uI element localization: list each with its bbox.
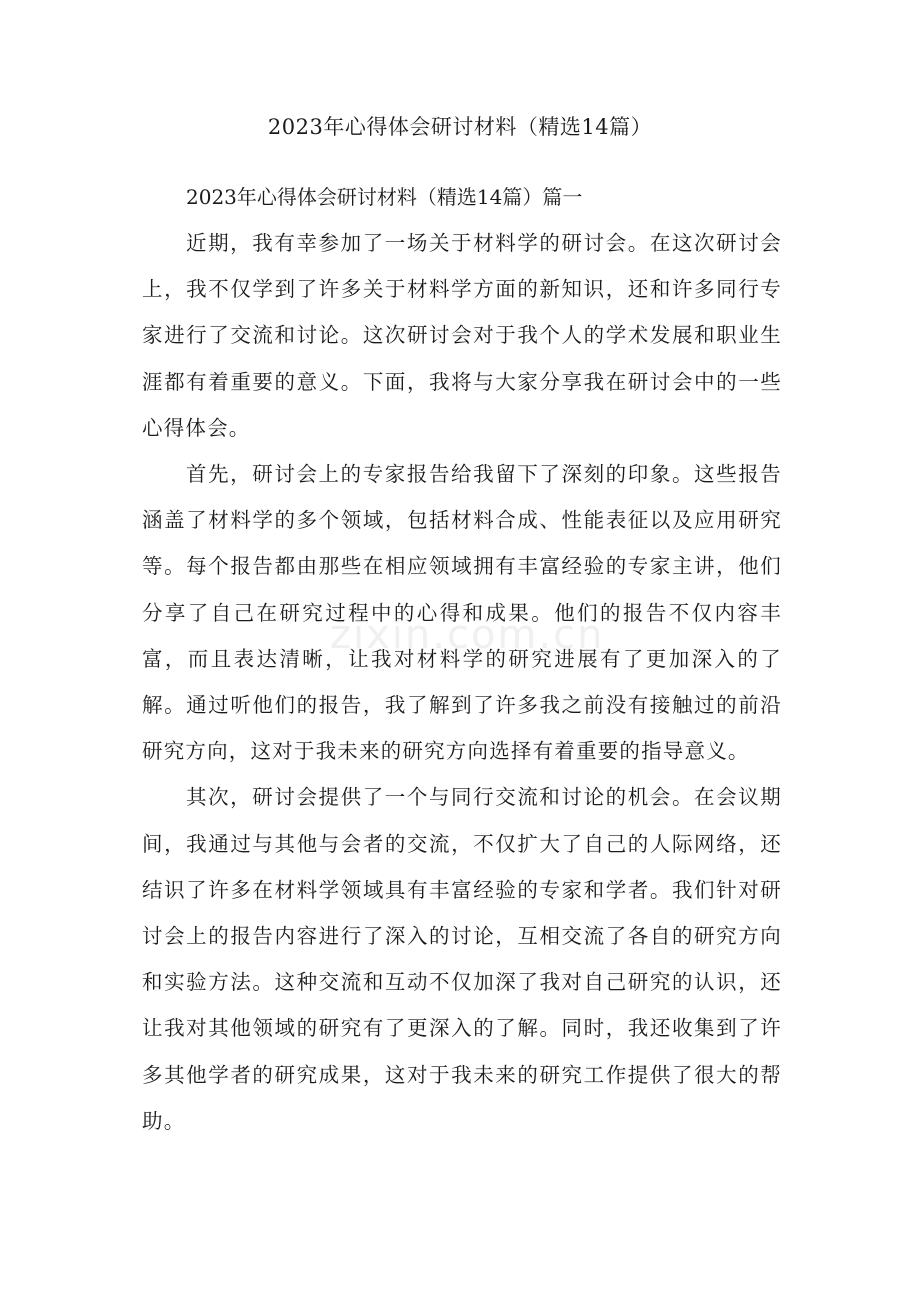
- document-body: [142, 174, 782, 1144]
- paragraph-intro: 近期，我有幸参加了一场关于材料学的研讨会。在这次研讨会上，我不仅学到了许多关于材料学方面的新知识，还和许多同行专家进行了交流和讨论。这次研讨会对于我个人的学术发展和职业生涯都有着重要的意义。下面，我将与大家分享我在研讨会中的一些心得体会。: [142, 231, 782, 440]
- watermark: zixin.com.cn: [330, 612, 605, 658]
- section-heading: 2023年心得体会研讨材料（精选14篇）篇一: [186, 185, 583, 209]
- paragraph-second-point: 其次，研讨会提供了一个与同行交流和讨论的机会。在会议期间，我通过与其他与会者的交流，不仅扩大了自己的人际网络，还结识了许多在材料学领域具有丰富经验的专家和学者。我们针对研讨会上的报告内容进行了深入的讨论，互相交流了各自的研究方向和实验方法。这种交流和互动不仅加深了我对自己研究的认识，还让我对其他领域的研究有了更深入的了解。同时，我还收集到了许多其他学者的研究成果，这对于我未来的研究工作提供了很大的帮助。: [142, 785, 782, 1133]
- paragraph-first-point: 首先，研讨会上的专家报告给我留下了深刻的印象。这些报告涵盖了材料学的多个领域，包括材料合成、性能表征以及应用研究等。每个报告都由那些在相应领域拥有丰富经验的专家主讲，他们分享了自己在研究过程中的心得和成果。他们的报告不仅内容丰富，而且表达清晰，让我对材料学的研究进展有了更加深入的了解。通过听他们的报告，我了解到了许多我之前没有接触过的前沿研究方向，这对于我未来的研究方向选择有着重要的指导意义。: [142, 462, 782, 764]
- document-title: 2023年心得体会研讨材料（精选14篇）: [267, 115, 653, 139]
